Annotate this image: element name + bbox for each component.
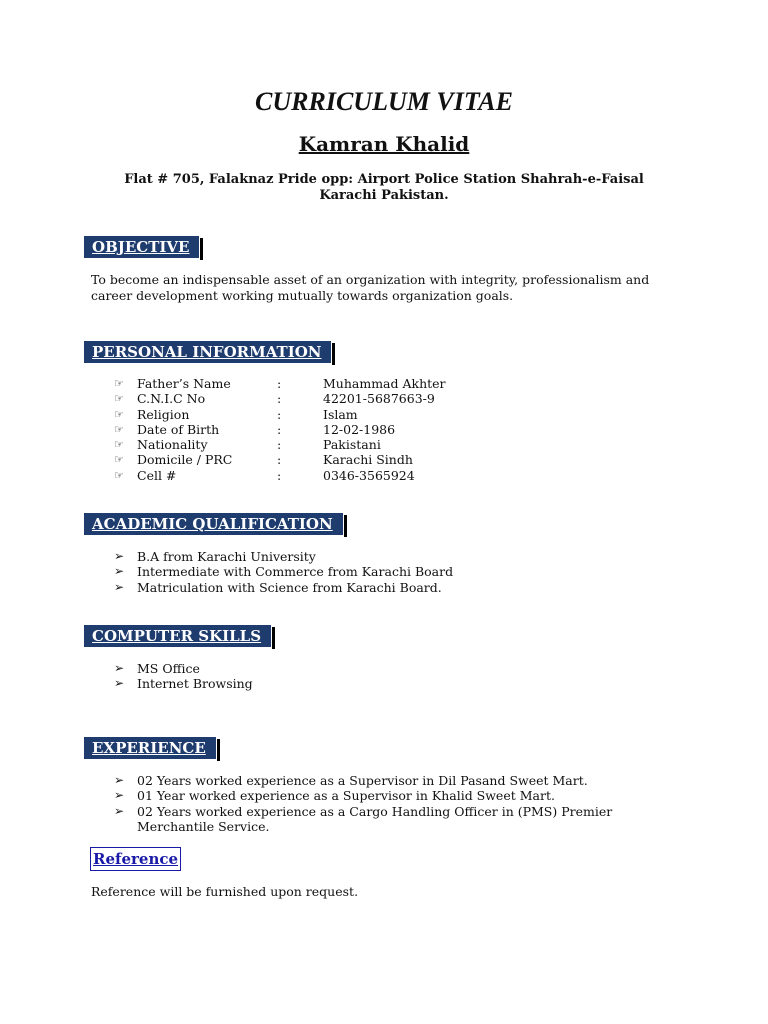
info-label: Nationality xyxy=(137,437,208,453)
info-label: Cell # xyxy=(137,467,177,483)
list-item-text: Intermediate with Commerce from Karachi Board xyxy=(137,564,454,580)
list-item-text: 01 Year worked experience as a Supervisor in Khalid Sweet Mart. xyxy=(137,788,555,804)
info-value: Pakistani xyxy=(323,437,381,453)
reference-heading: Reference xyxy=(93,850,179,868)
pointing-hand-icon: ☞ xyxy=(114,422,124,436)
reference-text: Reference will be furnished upon request. xyxy=(91,884,359,899)
list-item-text: Matriculation with Science from Karachi Board. xyxy=(137,579,442,595)
info-separator: : xyxy=(277,421,282,437)
pointing-hand-icon: ☞ xyxy=(114,407,124,421)
info-separator: : xyxy=(277,406,282,422)
objective-text: To become an indispensable asset of an organization with integrity, professionalism and career development working mutually towards organization goals. xyxy=(91,272,650,303)
list-item xyxy=(114,788,617,803)
experience-heading: EXPERIENCE xyxy=(84,737,216,759)
arrowhead-icon: ➢ xyxy=(114,676,125,691)
info-value: 0346-3565924 xyxy=(323,467,415,483)
academic-qualification-heading: ACADEMIC QUALIFICATION xyxy=(84,513,343,535)
list-item-text: 02 Years worked experience as a Supervisor in Dil Pasand Sweet Mart. xyxy=(137,773,588,788)
arrowhead-icon: ➢ xyxy=(114,579,125,594)
arrowhead-icon: ➢ xyxy=(114,803,125,818)
info-label: Date of Birth xyxy=(137,421,220,437)
list-item-text: MS Office xyxy=(137,661,200,676)
list-item-text: 02 Years worked experience as a Cargo Handling Officer in (PMS) Premier Merchantile Service. xyxy=(137,803,613,834)
list-item xyxy=(114,804,617,835)
list-item xyxy=(114,580,617,595)
info-value: 42201-5687663-9 xyxy=(323,391,435,407)
experience-list xyxy=(114,773,617,834)
address xyxy=(0,172,768,204)
address-line-2: Karachi Pakistan. xyxy=(319,188,449,203)
list-item xyxy=(114,773,617,788)
info-value: Muhammad Akhter xyxy=(323,376,446,391)
list-item xyxy=(114,564,617,579)
info-value: Karachi Sindh xyxy=(323,452,413,468)
pointing-hand-icon: ☞ xyxy=(114,377,124,390)
info-separator: : xyxy=(277,391,282,407)
pointing-hand-icon: ☞ xyxy=(114,468,124,482)
candidate-name: Kamran Khalid xyxy=(298,132,470,156)
arrowhead-icon: ➢ xyxy=(114,773,125,787)
info-separator: : xyxy=(277,437,282,453)
info-label: Religion xyxy=(137,406,190,422)
address-line-1: Flat # 705, Falaknaz Pride opp: Airport Police Station Shahrah-e-Faisal xyxy=(124,172,644,187)
pointing-hand-icon: ☞ xyxy=(114,453,124,467)
arrowhead-icon: ➢ xyxy=(114,788,125,803)
arrowhead-icon: ➢ xyxy=(114,549,125,563)
pointing-hand-icon: ☞ xyxy=(114,438,124,452)
objective-heading: OBJECTIVE xyxy=(84,236,199,258)
list-item-text: Internet Browsing xyxy=(137,676,253,692)
personal-information-heading: PERSONAL INFORMATION xyxy=(84,341,331,363)
document-title: CURRICULUM VITAE xyxy=(255,87,513,116)
info-value: Islam xyxy=(323,406,358,422)
list-item-text: B.A from Karachi University xyxy=(137,549,316,564)
pointing-hand-icon: ☞ xyxy=(114,392,124,406)
info-label: Father’s Name xyxy=(137,376,231,391)
info-separator: : xyxy=(277,376,282,391)
computer-skills-list xyxy=(114,661,617,692)
list-item xyxy=(114,549,617,564)
info-label: C.N.I.C No xyxy=(137,391,206,407)
info-label: Domicile / PRC xyxy=(137,452,233,468)
academic-qualification-list xyxy=(114,549,617,595)
arrowhead-icon: ➢ xyxy=(114,564,125,579)
info-separator: : xyxy=(277,467,282,483)
computer-skills-heading: COMPUTER SKILLS xyxy=(84,625,271,647)
list-item xyxy=(114,661,617,676)
list-item xyxy=(114,676,617,691)
arrowhead-icon: ➢ xyxy=(114,661,125,675)
info-separator: : xyxy=(277,452,282,468)
info-value: 12-02-1986 xyxy=(323,421,396,437)
